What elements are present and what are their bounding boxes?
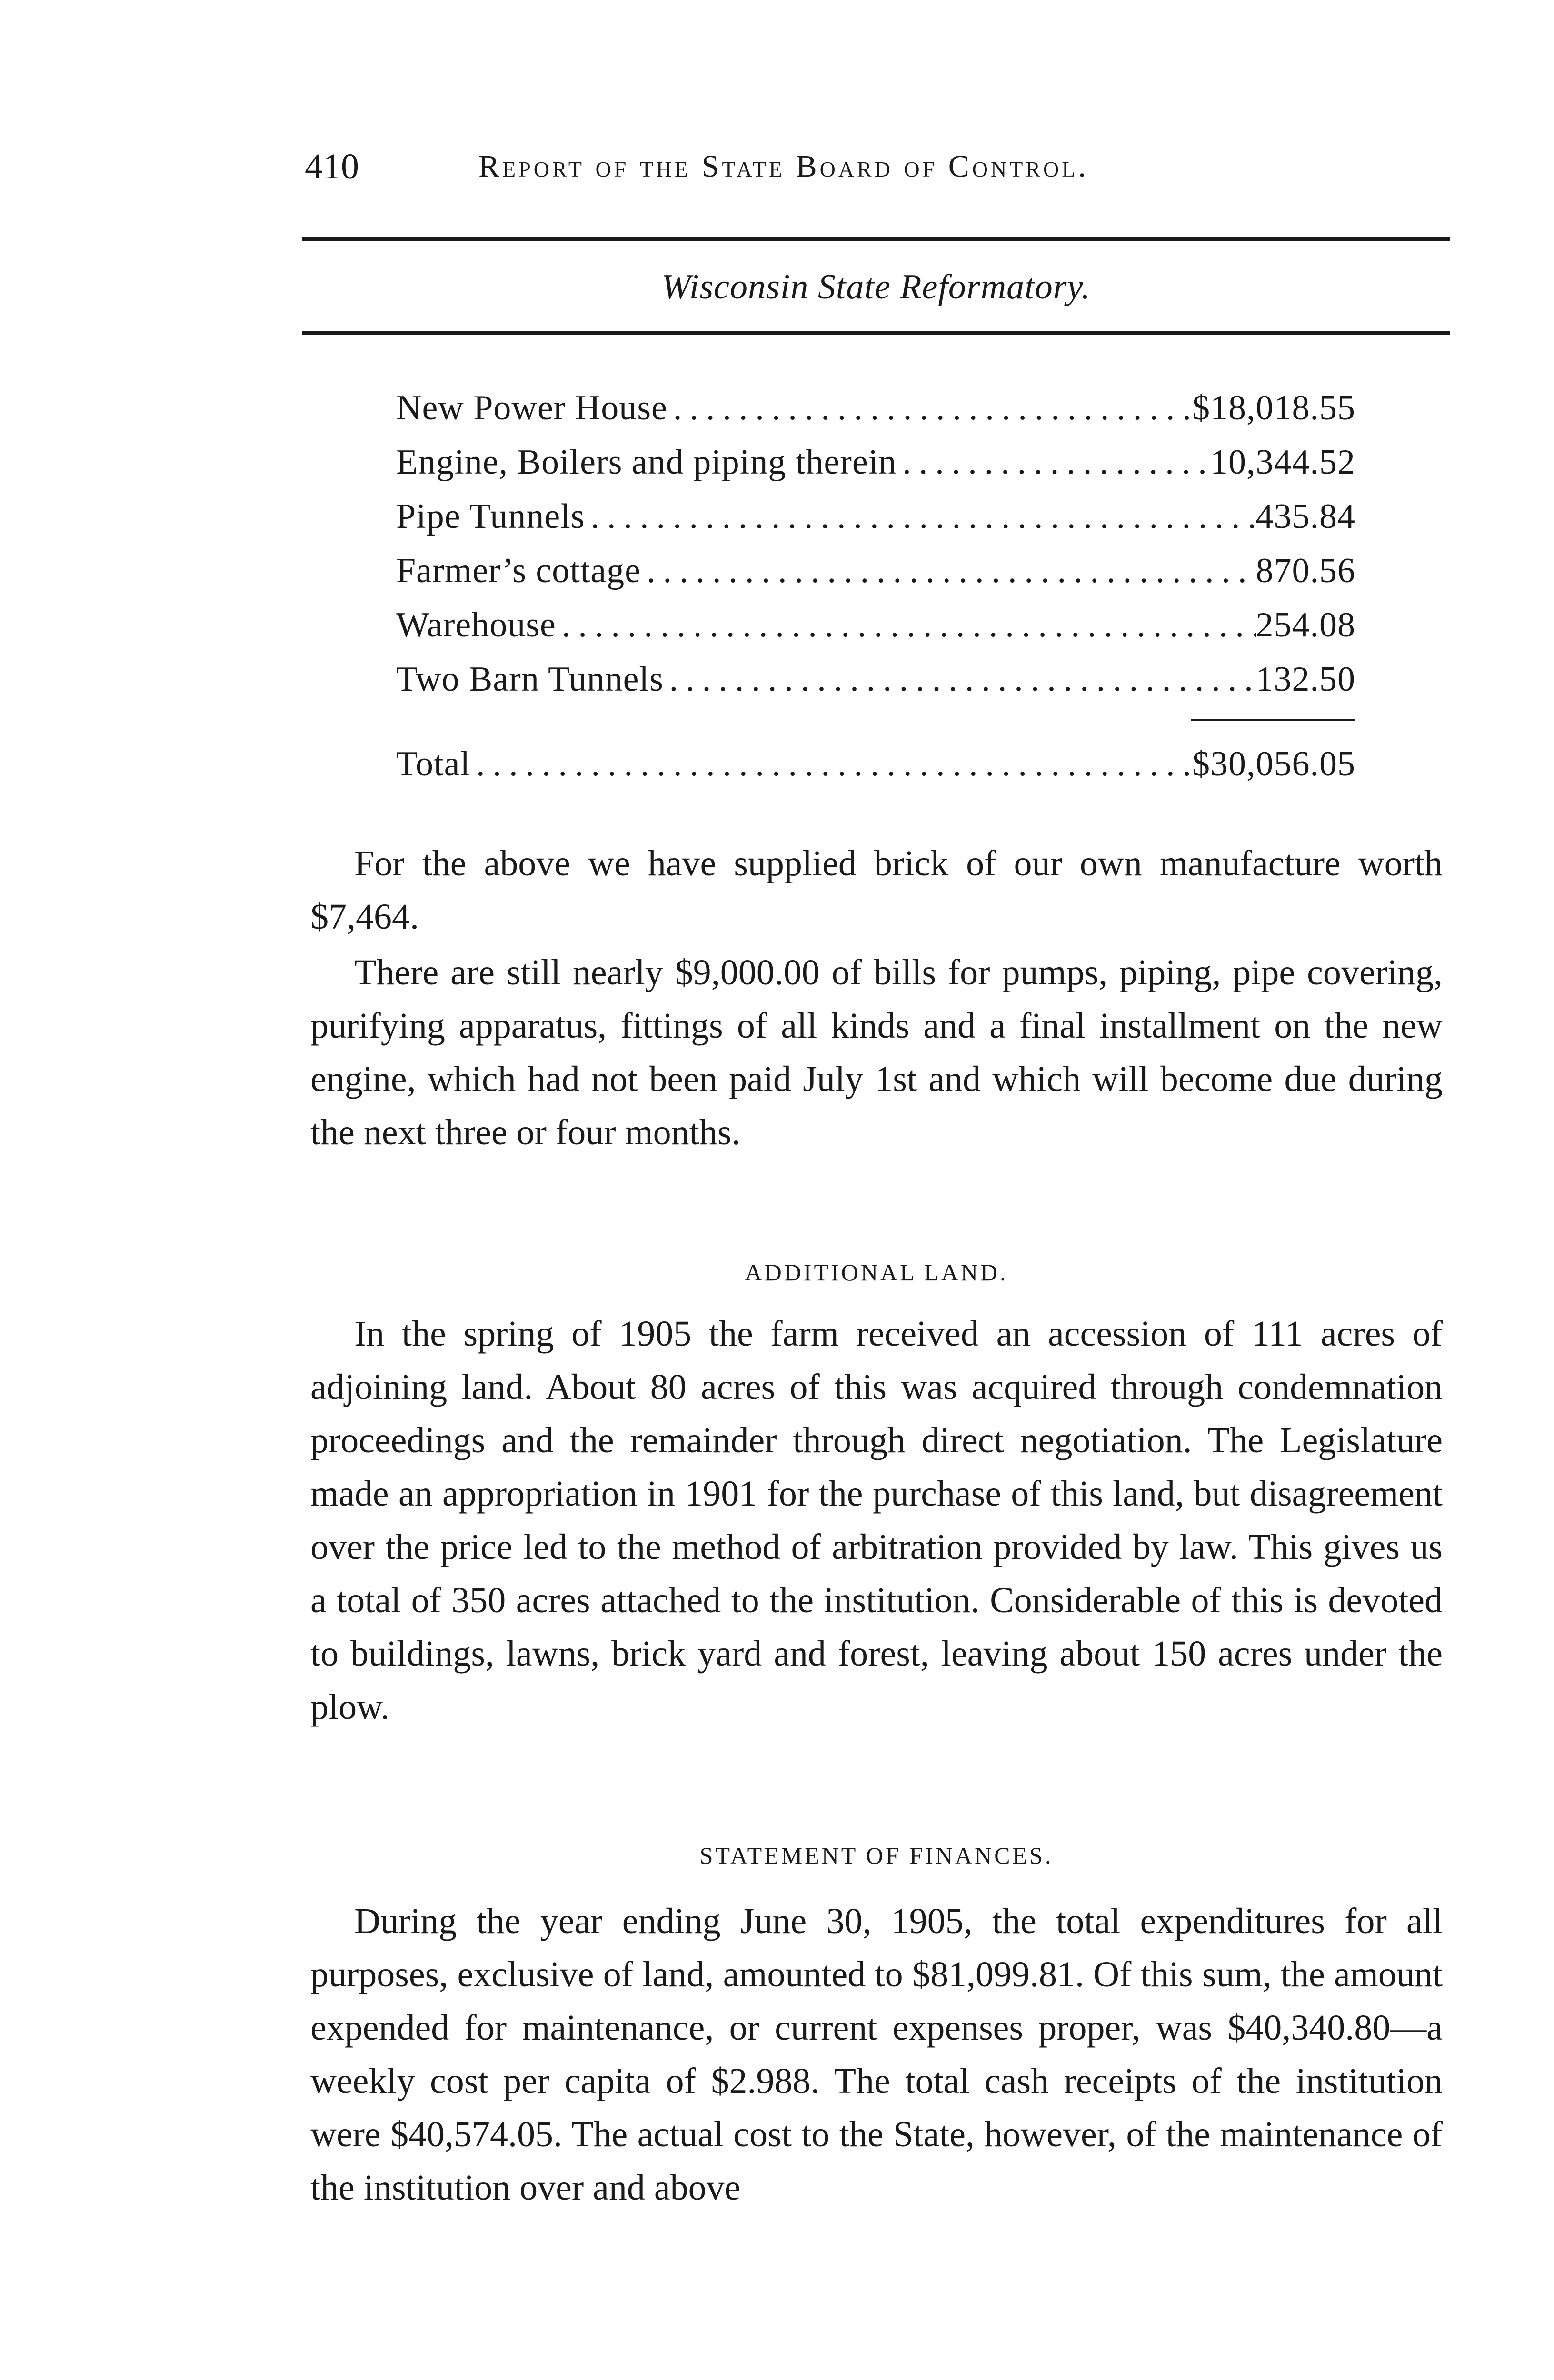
paragraph-brick: For the above we have supplied brick of our own manufacture worth $7,464. [310, 843, 1443, 937]
dot-leader [556, 598, 1256, 652]
cost-item-label: Engine, Boilers and piping therein [396, 443, 897, 482]
cost-item-amount: 10,344.52 [1210, 443, 1355, 482]
cost-item-amount: 254.08 [1255, 605, 1355, 645]
running-title: Report of the State Board of Control. [478, 149, 1089, 184]
cost-item-label: Farmer’s cottage [396, 551, 641, 590]
cost-item-label: Two Barn Tunnels [396, 660, 664, 699]
page-number: 410 [305, 147, 359, 187]
cost-item-label: Pipe Tunnels [396, 497, 585, 536]
dot-leader [664, 652, 1256, 706]
cost-row [396, 598, 1355, 652]
cost-row [396, 435, 1355, 489]
total-row [396, 737, 1355, 791]
cost-table [396, 381, 1355, 783]
paragraph-additional-land: In the spring of 1905 the farm received an accession of 111 acres of adjoining land. About 80 acres of this was acquired through condemnation proceedings and the remainder through direct negotiation. The Legislature made an appropriation in 1901 for the purchase of this land, but disagreement over the price led to the method of arbitration provided by law. This gives us a total of 350 acres attached to the institution. Considerable of this is devoted to buildings, lawns, brick yard and forest, leaving about 150 acres under the plow. [310, 1314, 1443, 1727]
header-rule-top [302, 237, 1450, 241]
section-title: Wisconsin State Reformatory. [661, 268, 1091, 307]
cost-row [396, 544, 1355, 598]
cost-item-amount: 435.84 [1255, 497, 1355, 536]
cost-item-amount: $18,018.55 [1192, 388, 1355, 427]
heading-statement-of-finances: STATEMENT OF FINANCES. [699, 1842, 1054, 1869]
dot-leader [470, 737, 1192, 791]
dot-leader [667, 381, 1192, 435]
cost-item-amount: 132.50 [1255, 660, 1355, 699]
total-amount: $30,056.05 [1192, 744, 1355, 783]
cost-item-label: Warehouse [396, 605, 556, 645]
dot-leader [641, 544, 1256, 598]
cost-row [396, 652, 1355, 706]
total-label: Total [396, 744, 470, 783]
cost-row [396, 489, 1355, 544]
header-rule-bottom [302, 331, 1450, 335]
dot-leader [585, 489, 1256, 544]
dot-leader [897, 435, 1210, 489]
running-head [305, 143, 1447, 200]
cost-item-label: New Power House [396, 388, 667, 427]
sum-rule [1191, 719, 1355, 721]
cost-item-amount: 870.56 [1255, 551, 1355, 590]
paragraph-finances: During the year ending June 30, 1905, the total expenditures for all purposes, exclusive of land, amounted to $81,099.81. Of this sum, the amount expended for maintenance, or current expenses proper, was $40,340.80—a weekly cost per capita of $2.988. The total cash receipts of the institution were $40,574.05. The actual cost to the State, however, of the maintenance of the institution over and above [310, 1901, 1443, 2208]
cost-row [396, 381, 1355, 435]
heading-additional-land: ADDITIONAL LAND. [745, 1259, 1008, 1286]
paragraph-bills: There are still nearly $9,000.00 of bills for pumps, piping, pipe covering, purifying apparatus, fittings of all kinds and a final installment on the new engine, which had not been paid July 1st and which will become due during the next three or four months. [310, 952, 1443, 1152]
